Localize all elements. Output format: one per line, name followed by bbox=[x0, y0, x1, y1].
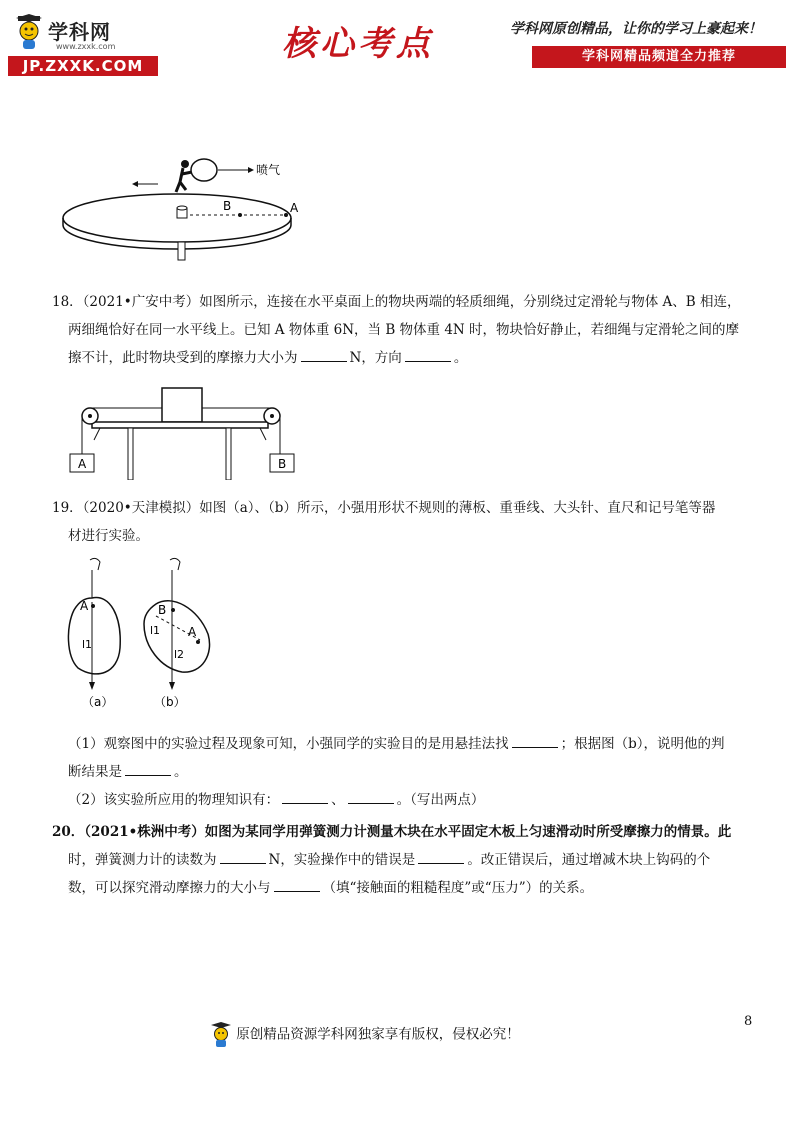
figure-rotating-disc bbox=[60, 150, 310, 266]
figure-table-pulleys bbox=[66, 380, 306, 480]
answer-blank[interactable] bbox=[512, 732, 558, 748]
fig-a-caption: （a） bbox=[82, 695, 114, 709]
label-point-b: B bbox=[223, 199, 232, 213]
label-jet: 喷气 bbox=[256, 163, 281, 177]
mascot-icon bbox=[14, 14, 44, 50]
label-block-a: A bbox=[78, 457, 87, 471]
logo-domain: JP.ZXXK.COM bbox=[8, 56, 158, 76]
fig-b-line-l2: l2 bbox=[174, 648, 185, 661]
q19-line2: 材进行实验。 bbox=[68, 528, 149, 544]
question-18 bbox=[52, 288, 772, 372]
header-title: 核心考点 bbox=[282, 24, 434, 64]
question-20 bbox=[52, 818, 772, 902]
q18-line1: 18．（2021•广安中考）如图所示，连接在水平桌面上的物块两端的轻质细绳，分别绕过定滑轮与物体 A、B 相连， bbox=[52, 294, 741, 310]
answer-blank[interactable] bbox=[282, 788, 328, 804]
page-number: 8 bbox=[744, 1014, 753, 1029]
answer-blank[interactable] bbox=[348, 788, 394, 804]
mascot-icon bbox=[210, 1022, 232, 1048]
answer-blank[interactable] bbox=[418, 848, 464, 864]
answer-blank[interactable] bbox=[301, 346, 347, 362]
label-block-b: B bbox=[278, 457, 287, 471]
header-slogan: 学科网原创精品，让你的学习上豪起来！ bbox=[510, 21, 762, 37]
figure-suspension-plates bbox=[60, 556, 240, 716]
label-point-a: A bbox=[290, 201, 299, 215]
answer-blank[interactable] bbox=[125, 760, 171, 776]
q19-line1: 19．（2020•天津模拟）如图（a）、（b）所示，小强用形状不规则的薄板、重垂线、大头针、直尺和记号笔等器 bbox=[52, 500, 716, 516]
answer-blank[interactable] bbox=[405, 346, 451, 362]
fig-b-caption: （b） bbox=[154, 695, 186, 709]
q19-sub1-line2: 断结果是 。 bbox=[68, 758, 772, 786]
footer-notice: 原创精品资源学科网独家享有版权，侵权必究！ bbox=[210, 1022, 520, 1048]
logo-url: www.zxxk.com bbox=[56, 42, 116, 51]
fig-b-point-a: A bbox=[188, 625, 197, 639]
fig-b-point-b: B bbox=[158, 603, 167, 617]
fig-a-point-a: A bbox=[80, 599, 89, 613]
q20-line3: 数，可以探究滑动摩擦力的大小与 （填“接触面的粗糙程度”或“压力”）的关系。 bbox=[52, 874, 772, 902]
site-logo[interactable] bbox=[8, 12, 158, 74]
fig-b-line-l1: l1 bbox=[150, 624, 161, 637]
fig-a-line-l1: l1 bbox=[82, 638, 93, 651]
question-19-sub bbox=[68, 730, 772, 814]
question-19 bbox=[52, 494, 772, 550]
q19-sub1-line1: （1）观察图中的实验过程及现象可知，小强同学的实验目的是用悬挂法找 ；根据图（b），说明他的判 bbox=[68, 730, 772, 758]
answer-blank[interactable] bbox=[274, 876, 320, 892]
q18-line3: 擦不计，此时物块受到的摩擦力大小为 N，方向 。 bbox=[52, 344, 772, 372]
q19-sub2: （2）该实验所应用的物理知识有： 、 。（写出两点） bbox=[68, 786, 772, 814]
q20-line1: 20．（2021•株洲中考）如图为某同学用弹簧测力计测量木块在水平固定木板上匀速滑动时所受摩擦力的情景。此 bbox=[52, 824, 732, 840]
q20-line2: 时，弹簧测力计的读数为 N，实验操作中的错误是 。改正错误后，通过增减木块上钩码的个 bbox=[52, 846, 772, 874]
q18-line2: 两细绳恰好在同一水平线上。已知 A 物体重 6N，当 B 物体重 4N 时，物块恰好静止，若细绳与定滑轮之间的摩 bbox=[68, 322, 740, 338]
logo-site-name: 学科网 bbox=[48, 20, 111, 44]
header-channel-badge: 学科网精品频道全力推荐 bbox=[532, 46, 786, 68]
answer-blank[interactable] bbox=[220, 848, 266, 864]
